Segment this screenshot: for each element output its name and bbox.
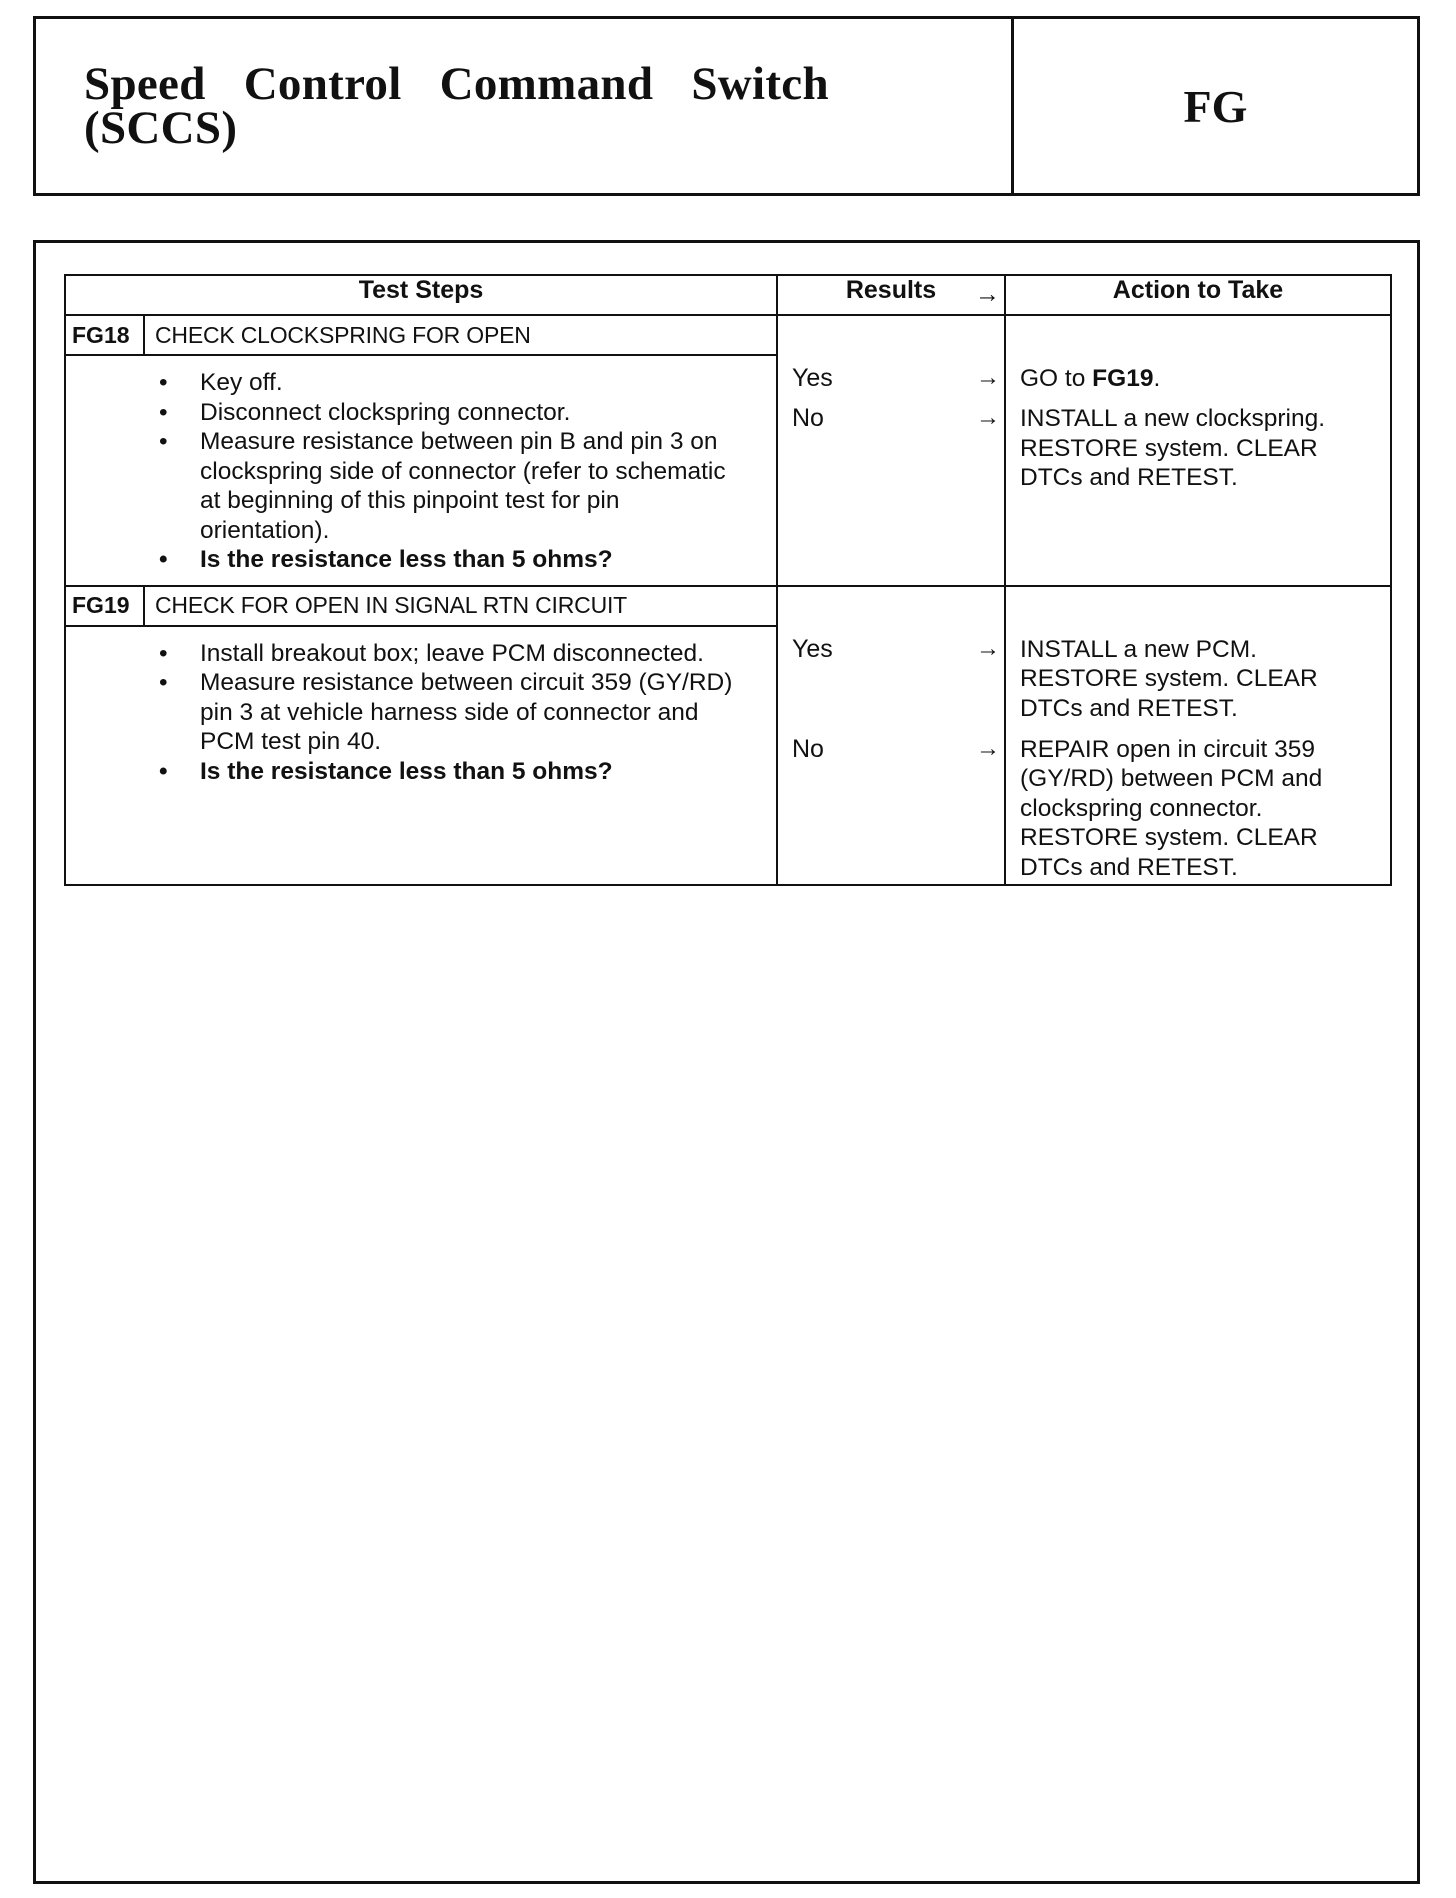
action-yes xyxy=(1006,364,1390,394)
step-items xyxy=(66,627,776,797)
action-yes xyxy=(1006,635,1390,725)
table-row-fg18 xyxy=(65,315,1391,586)
result-no xyxy=(778,404,1004,434)
result-label: Yes xyxy=(792,634,833,663)
arrow-icon: → xyxy=(976,734,1000,762)
column-header-action: Action to Take xyxy=(1005,275,1391,315)
action-cell xyxy=(1005,315,1391,586)
step-item: • Key off. xyxy=(66,368,752,398)
action-no xyxy=(1006,735,1390,883)
results-cell xyxy=(777,315,1005,586)
arrow-icon: → xyxy=(975,280,1000,308)
arrow-icon: → xyxy=(976,634,1000,662)
column-header-test-steps: Test Steps xyxy=(65,275,777,315)
results-cell xyxy=(777,586,1005,885)
test-step-cell xyxy=(65,315,777,586)
column-header-results xyxy=(777,275,1005,315)
page-header xyxy=(33,16,1420,196)
action-text-suffix: . xyxy=(1153,365,1161,392)
step-title: CHECK FOR OPEN IN SIGNAL RTN CIRCUIT xyxy=(155,592,628,618)
step-question: • Is the resistance less than 5 ohms? xyxy=(66,757,752,787)
page-title: Speed Control Command Switch (SCCS) xyxy=(84,58,829,154)
step-id: FG19 xyxy=(66,587,145,625)
table-header-row xyxy=(65,275,1391,315)
result-label: No xyxy=(792,734,824,763)
result-yes xyxy=(778,364,1004,394)
results-header-label: Results xyxy=(845,276,937,304)
result-label: Yes xyxy=(792,364,833,392)
action-text: INSTALL a new clockspring. RESTORE system. CLEAR DTCs and RETEST. xyxy=(1020,405,1326,491)
action-text: REPAIR open in circuit 359 (GY/RD) between PCM and clockspring connector. RESTORE system. CLEAR DTCs and RETEST. xyxy=(1020,735,1323,881)
test-step-cell xyxy=(65,586,777,885)
title-cell xyxy=(36,19,1014,193)
table-row-fg19 xyxy=(65,586,1391,885)
action-cell xyxy=(1005,586,1391,885)
result-label: No xyxy=(792,404,824,432)
step-reference: FG19 xyxy=(1092,365,1154,392)
action-text: GO to xyxy=(1020,365,1093,392)
step-item: • Measure resistance between pin B and pin 3 on clockspring side of connector (refer to schematic at beginning of this pinpoint test for pin orientation). xyxy=(66,427,752,545)
arrow-icon: → xyxy=(976,404,1000,431)
result-no xyxy=(778,735,1004,765)
section-code: FG xyxy=(1183,80,1248,132)
step-item: • Measure resistance between circuit 359 (GY/RD) pin 3 at vehicle harness side of connector and PCM test pin 40. xyxy=(66,668,752,757)
step-header xyxy=(66,316,776,356)
arrow-icon: → xyxy=(976,364,1000,391)
action-no xyxy=(1006,404,1390,493)
step-items xyxy=(66,356,776,585)
step-title: CHECK CLOCKSPRING FOR OPEN xyxy=(155,321,531,348)
step-item: • Disconnect clockspring connector. xyxy=(66,398,752,428)
step-id: FG18 xyxy=(66,316,145,354)
step-header xyxy=(66,587,776,627)
step-item: • Install breakout box; leave PCM disconnected. xyxy=(66,639,752,669)
action-text: INSTALL a new PCM. RESTORE system. CLEAR DTCs and RETEST. xyxy=(1020,635,1318,722)
result-yes xyxy=(778,635,1004,665)
test-steps-table xyxy=(64,274,1392,886)
step-question: • Is the resistance less than 5 ohms? xyxy=(66,545,752,575)
